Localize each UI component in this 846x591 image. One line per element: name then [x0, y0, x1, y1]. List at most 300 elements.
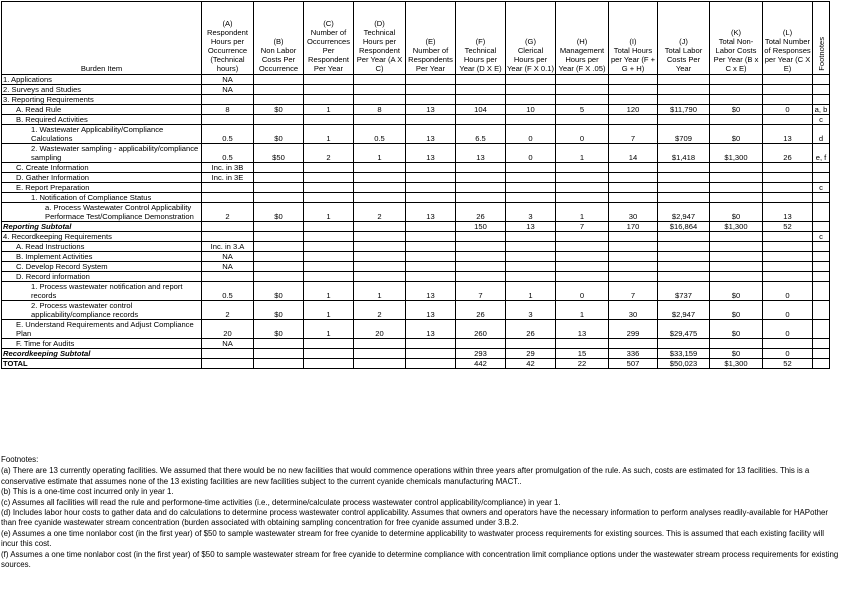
footnote-ref-cell — [813, 173, 830, 183]
value-cell — [658, 232, 710, 242]
value-cell — [506, 115, 556, 125]
value-cell — [710, 242, 763, 252]
value-cell: 1 — [304, 320, 354, 339]
value-cell: 1 — [556, 203, 609, 222]
value-cell — [254, 359, 304, 369]
value-cell: $0 — [254, 105, 304, 115]
value-cell: 299 — [609, 320, 658, 339]
table-row — [2, 163, 830, 173]
table-row — [2, 203, 830, 222]
value-cell: 7 — [456, 282, 506, 301]
value-cell: 13 — [556, 320, 609, 339]
burden-item-cell: 1. Applications — [2, 75, 202, 85]
value-cell: 26 — [506, 320, 556, 339]
burden-item-cell: 2. Surveys and Studies — [2, 85, 202, 95]
value-cell: $0 — [710, 320, 763, 339]
value-cell — [456, 193, 506, 203]
footnote-f: (f) Assumes a one time nonlabor cost (in the first year) of $50 to sample wastewater stream for free cyanide to determine compliance with concentration limit compliance options under the wastewater stream process requirements for existing sources. — [1, 549, 839, 570]
value-cell: 2 — [202, 301, 254, 320]
value-cell — [763, 193, 813, 203]
footnote-c: (c) Assumes all facilities will read the rule and performone-time activities (i.e., determine/calculate process wastewater control applicability/compliance) in year 1. — [1, 497, 561, 507]
value-cell: 1 — [304, 203, 354, 222]
header-col-8: (H) Management Hours per Year (F X .05) — [556, 2, 609, 75]
value-cell — [202, 95, 254, 105]
value-cell — [456, 272, 506, 282]
value-cell: 13 — [506, 222, 556, 232]
value-cell: $1,418 — [658, 144, 710, 163]
value-cell — [456, 85, 506, 95]
header-col-2: (B) Non Labor Costs Per Occurrence — [254, 2, 304, 75]
value-cell — [354, 272, 406, 282]
value-cell: $0 — [710, 282, 763, 301]
value-cell: $0 — [710, 203, 763, 222]
footnote-a: (a) There are 13 currently operating facilities. We assumed that there would be no new facilities that would commence operations within three years after promulgation of the rule. As such, costs are estimated for 13 facilities. This is a conservative estimate that assumes none of the 13 existing facilities are new facilities subject to the current cyanide chemicals manufacturing MACT.. — [1, 466, 810, 486]
value-cell: 507 — [609, 359, 658, 369]
value-cell — [609, 272, 658, 282]
value-cell — [710, 272, 763, 282]
value-cell: 293 — [456, 349, 506, 359]
value-cell — [456, 339, 506, 349]
value-cell — [304, 272, 354, 282]
value-cell — [658, 95, 710, 105]
value-cell — [254, 262, 304, 272]
value-cell — [254, 85, 304, 95]
value-cell — [456, 262, 506, 272]
value-cell — [763, 262, 813, 272]
value-cell: $1,300 — [710, 144, 763, 163]
value-cell — [254, 339, 304, 349]
value-cell — [406, 75, 456, 85]
value-cell: 150 — [456, 222, 506, 232]
value-cell: 13 — [406, 282, 456, 301]
table-row — [2, 272, 830, 282]
value-cell — [456, 183, 506, 193]
value-cell — [658, 163, 710, 173]
table-row — [2, 232, 830, 242]
value-cell — [506, 193, 556, 203]
value-cell: 26 — [456, 203, 506, 222]
value-cell — [658, 183, 710, 193]
value-cell — [556, 339, 609, 349]
value-cell — [609, 95, 658, 105]
value-cell: 0 — [763, 282, 813, 301]
value-cell: 1 — [556, 144, 609, 163]
value-cell — [354, 85, 406, 95]
value-cell: 0 — [506, 144, 556, 163]
value-cell — [354, 222, 406, 232]
table-row — [2, 193, 830, 203]
value-cell — [456, 163, 506, 173]
value-cell — [556, 115, 609, 125]
value-cell — [710, 95, 763, 105]
value-cell — [304, 359, 354, 369]
burden-item-cell: 2. Wastewater sampling - applicability/compliance sampling — [2, 144, 202, 163]
value-cell — [254, 173, 304, 183]
burden-item-cell: D. Record information — [2, 272, 202, 282]
value-cell — [354, 95, 406, 105]
value-cell: 13 — [406, 125, 456, 144]
value-cell — [658, 193, 710, 203]
value-cell — [609, 339, 658, 349]
value-cell — [254, 115, 304, 125]
value-cell: 20 — [202, 320, 254, 339]
value-cell — [506, 85, 556, 95]
value-cell: $16,864 — [658, 222, 710, 232]
table-row — [2, 173, 830, 183]
footnote-ref-cell: c — [813, 232, 830, 242]
value-cell: 442 — [456, 359, 506, 369]
table-row — [2, 95, 830, 105]
footnote-ref-cell — [813, 203, 830, 222]
value-cell: 7 — [609, 282, 658, 301]
value-cell — [506, 262, 556, 272]
value-cell: $709 — [658, 125, 710, 144]
value-cell: 13 — [456, 144, 506, 163]
value-cell: 6.5 — [456, 125, 506, 144]
value-cell — [406, 349, 456, 359]
value-cell — [609, 193, 658, 203]
value-cell — [609, 262, 658, 272]
value-cell: 15 — [556, 349, 609, 359]
value-cell — [406, 183, 456, 193]
value-cell — [506, 173, 556, 183]
burden-item-cell: E. Understand Requirements and Adjust Compliance Plan — [2, 320, 202, 339]
value-cell: 0.5 — [202, 125, 254, 144]
burden-item-cell: 1. Process wastewater notification and report records — [2, 282, 202, 301]
value-cell: 0 — [763, 301, 813, 320]
header-col-9: (I) Total Hours per Year (F + G + H) — [609, 2, 658, 75]
value-cell — [254, 242, 304, 252]
value-cell — [658, 242, 710, 252]
value-cell: 30 — [609, 203, 658, 222]
footnote-ref-cell — [813, 252, 830, 262]
header-row — [2, 2, 830, 75]
header-col-6: (F) Technical Hours per Year (D X E) — [456, 2, 506, 75]
header-burden-item: Burden Item — [2, 2, 202, 75]
value-cell — [609, 163, 658, 173]
footnote-ref-cell: d — [813, 125, 830, 144]
value-cell — [556, 252, 609, 262]
table-row — [2, 301, 830, 320]
value-cell — [304, 85, 354, 95]
value-cell: 2 — [354, 301, 406, 320]
value-cell — [406, 272, 456, 282]
table-row — [2, 183, 830, 193]
value-cell: 104 — [456, 105, 506, 115]
value-cell: 52 — [763, 359, 813, 369]
footnote-d: (d) Includes labor hour costs to gather data and do calculations to determine process wastewater control applicability. Assumes that owners and operators have the necessary information to perform analyses readily-available for HAPother than free cyanide wastewater stream concentration (burden associated with obtaining sampling concentration for free cyanide assumed under 3.B.2. — [1, 508, 829, 528]
table-row — [2, 242, 830, 252]
value-cell — [556, 232, 609, 242]
value-cell — [354, 193, 406, 203]
value-cell — [556, 242, 609, 252]
value-cell — [456, 242, 506, 252]
value-cell — [304, 252, 354, 262]
value-cell — [406, 222, 456, 232]
value-cell: 8 — [354, 105, 406, 115]
value-cell: $1,300 — [710, 359, 763, 369]
value-cell — [658, 85, 710, 95]
value-cell: 13 — [406, 105, 456, 115]
value-cell: 1 — [354, 144, 406, 163]
value-cell — [456, 115, 506, 125]
value-cell — [354, 75, 406, 85]
footnote-ref-cell — [813, 85, 830, 95]
footnote-ref-cell — [813, 339, 830, 349]
value-cell: $29,475 — [658, 320, 710, 339]
footnote-b: (b) This is a one-time cost incurred only in year 1. — [1, 487, 174, 497]
value-cell: $0 — [710, 125, 763, 144]
value-cell: 13 — [763, 125, 813, 144]
table-row — [2, 252, 830, 262]
value-cell — [304, 222, 354, 232]
value-cell: 10 — [506, 105, 556, 115]
value-cell — [456, 173, 506, 183]
value-cell — [354, 339, 406, 349]
value-cell — [406, 262, 456, 272]
value-cell — [354, 115, 406, 125]
value-cell — [506, 95, 556, 105]
value-cell: $2,947 — [658, 301, 710, 320]
value-cell — [710, 262, 763, 272]
value-cell — [354, 262, 406, 272]
value-cell — [556, 183, 609, 193]
value-cell — [556, 85, 609, 95]
burden-item-cell: Recordkeeping Subtotal — [2, 349, 202, 359]
value-cell: $0 — [254, 301, 304, 320]
subtotal-row — [2, 222, 830, 232]
value-cell: NA — [202, 252, 254, 262]
value-cell: NA — [202, 262, 254, 272]
value-cell: $0 — [254, 282, 304, 301]
burden-item-cell: E. Report Preparation — [2, 183, 202, 193]
burden-item-cell: 3. Reporting Requirements — [2, 95, 202, 105]
value-cell — [304, 183, 354, 193]
value-cell — [763, 232, 813, 242]
footnote-ref-cell — [813, 272, 830, 282]
value-cell: 5 — [556, 105, 609, 115]
value-cell — [406, 173, 456, 183]
value-cell — [658, 115, 710, 125]
value-cell — [406, 339, 456, 349]
value-cell: 1 — [304, 301, 354, 320]
burden-item-cell: D. Gather Information — [2, 173, 202, 183]
burden-item-cell: C. Create Information — [2, 163, 202, 173]
value-cell: 1 — [506, 282, 556, 301]
value-cell — [254, 193, 304, 203]
footnote-ref-cell: c — [813, 115, 830, 125]
value-cell — [406, 252, 456, 262]
value-cell: 1 — [304, 105, 354, 115]
value-cell — [710, 232, 763, 242]
value-cell: $0 — [254, 320, 304, 339]
header-col-10: (J) Total Labor Costs Per Year — [658, 2, 710, 75]
value-cell — [406, 163, 456, 173]
value-cell — [763, 272, 813, 282]
value-cell — [658, 173, 710, 183]
value-cell: 13 — [406, 203, 456, 222]
header-col-4: (D) Technical Hours per Respondent Per Year (A X C) — [354, 2, 406, 75]
value-cell — [304, 349, 354, 359]
value-cell — [406, 115, 456, 125]
footnote-ref-cell — [813, 242, 830, 252]
value-cell — [202, 232, 254, 242]
value-cell — [658, 272, 710, 282]
footnote-ref-cell — [813, 282, 830, 301]
value-cell — [354, 359, 406, 369]
value-cell — [354, 163, 406, 173]
value-cell — [254, 272, 304, 282]
value-cell: NA — [202, 85, 254, 95]
value-cell — [406, 85, 456, 95]
header-footnotes — [813, 2, 830, 75]
value-cell — [710, 193, 763, 203]
value-cell — [304, 242, 354, 252]
value-cell — [556, 163, 609, 173]
value-cell — [202, 115, 254, 125]
header-col-12: (L) Total Number of Responses per Year (C X E) — [763, 2, 813, 75]
header-col-3: (C) Number of Occurrences Per Respondent Per Year — [304, 2, 354, 75]
table-row — [2, 105, 830, 115]
burden-item-cell: B. Required Activities — [2, 115, 202, 125]
value-cell: 260 — [456, 320, 506, 339]
value-cell: $1,300 — [710, 222, 763, 232]
value-cell: $0 — [710, 349, 763, 359]
value-cell: 2 — [304, 144, 354, 163]
value-cell — [406, 95, 456, 105]
value-cell — [456, 95, 506, 105]
value-cell: 2 — [354, 203, 406, 222]
value-cell — [556, 95, 609, 105]
value-cell — [354, 183, 406, 193]
burden-item-cell: Reporting Subtotal — [2, 222, 202, 232]
value-cell — [556, 193, 609, 203]
value-cell: 8 — [202, 105, 254, 115]
footnote-ref-cell — [813, 262, 830, 272]
value-cell — [254, 349, 304, 359]
footnotes-section — [1, 455, 841, 570]
header-col-1: (A) Respondent Hours per Occurrence (Technical hours) — [202, 2, 254, 75]
value-cell: 3 — [506, 301, 556, 320]
burden-item-cell: 4. Recordkeeping Requirements — [2, 232, 202, 242]
value-cell: Inc. in 3.A — [202, 242, 254, 252]
value-cell — [304, 75, 354, 85]
value-cell — [506, 242, 556, 252]
table-row — [2, 144, 830, 163]
value-cell: 13 — [763, 203, 813, 222]
value-cell — [609, 252, 658, 262]
value-cell — [202, 183, 254, 193]
footnote-ref-cell — [813, 95, 830, 105]
value-cell — [658, 252, 710, 262]
value-cell: $50,023 — [658, 359, 710, 369]
value-cell — [304, 115, 354, 125]
value-cell — [556, 75, 609, 85]
footnote-ref-cell — [813, 301, 830, 320]
value-cell — [354, 242, 406, 252]
value-cell — [609, 232, 658, 242]
value-cell — [609, 85, 658, 95]
value-cell — [506, 339, 556, 349]
burden-item-cell: 1. Notification of Compliance Status — [2, 193, 202, 203]
header-footnotes-label: Footnotes — [816, 37, 826, 71]
burden-item-cell: 2. Process wastewater control applicability/compliance records — [2, 301, 202, 320]
value-cell: 2 — [202, 203, 254, 222]
value-cell — [254, 75, 304, 85]
value-cell: NA — [202, 75, 254, 85]
value-cell: Inc. in 3E — [202, 173, 254, 183]
value-cell: 0 — [763, 105, 813, 115]
footnote-ref-cell — [813, 222, 830, 232]
footnote-ref-cell — [813, 193, 830, 203]
value-cell: 30 — [609, 301, 658, 320]
value-cell — [202, 193, 254, 203]
value-cell: 0.5 — [354, 125, 406, 144]
value-cell: $2,947 — [658, 203, 710, 222]
value-cell — [763, 242, 813, 252]
value-cell — [506, 75, 556, 85]
value-cell — [763, 339, 813, 349]
value-cell: 0.5 — [202, 144, 254, 163]
value-cell: Inc. in 3B — [202, 163, 254, 173]
value-cell — [556, 272, 609, 282]
value-cell — [710, 173, 763, 183]
value-cell: $33,159 — [658, 349, 710, 359]
value-cell — [202, 222, 254, 232]
value-cell: 7 — [556, 222, 609, 232]
value-cell: 336 — [609, 349, 658, 359]
value-cell — [304, 262, 354, 272]
value-cell — [710, 339, 763, 349]
table-row — [2, 125, 830, 144]
value-cell — [506, 272, 556, 282]
value-cell — [254, 252, 304, 262]
burden-table — [1, 1, 830, 369]
burden-item-cell: A. Read Instructions — [2, 242, 202, 252]
value-cell — [763, 115, 813, 125]
value-cell — [506, 183, 556, 193]
value-cell — [763, 252, 813, 262]
value-cell — [658, 75, 710, 85]
footnote-ref-cell — [813, 349, 830, 359]
value-cell — [304, 173, 354, 183]
value-cell — [354, 349, 406, 359]
footnotes-heading: Footnotes: — [1, 455, 39, 464]
footnote-ref-cell: a, b — [813, 105, 830, 115]
value-cell — [406, 242, 456, 252]
value-cell: 52 — [763, 222, 813, 232]
value-cell: 0 — [506, 125, 556, 144]
value-cell — [710, 85, 763, 95]
burden-item-cell: F. Time for Audits — [2, 339, 202, 349]
value-cell: 13 — [406, 320, 456, 339]
value-cell — [658, 262, 710, 272]
footnote-ref-cell — [813, 163, 830, 173]
value-cell — [556, 262, 609, 272]
value-cell — [354, 173, 406, 183]
value-cell: $0 — [254, 125, 304, 144]
footnote-e: (e) Assumes a one time nonlabor cost (in the first year) of $50 to sample wastewater stream for free cyanide to determine applicability to wastwater process requirements for existing sources. This is assumed that each existing facility will incur this cost. — [1, 528, 825, 549]
value-cell — [609, 75, 658, 85]
table-row — [2, 85, 830, 95]
value-cell — [406, 232, 456, 242]
value-cell — [609, 173, 658, 183]
burden-item-cell: 1. Wastewater Applicability/Compliance Calculations — [2, 125, 202, 144]
table-row — [2, 262, 830, 272]
value-cell: NA — [202, 339, 254, 349]
value-cell — [304, 193, 354, 203]
footnote-ref-cell: c — [813, 183, 830, 193]
